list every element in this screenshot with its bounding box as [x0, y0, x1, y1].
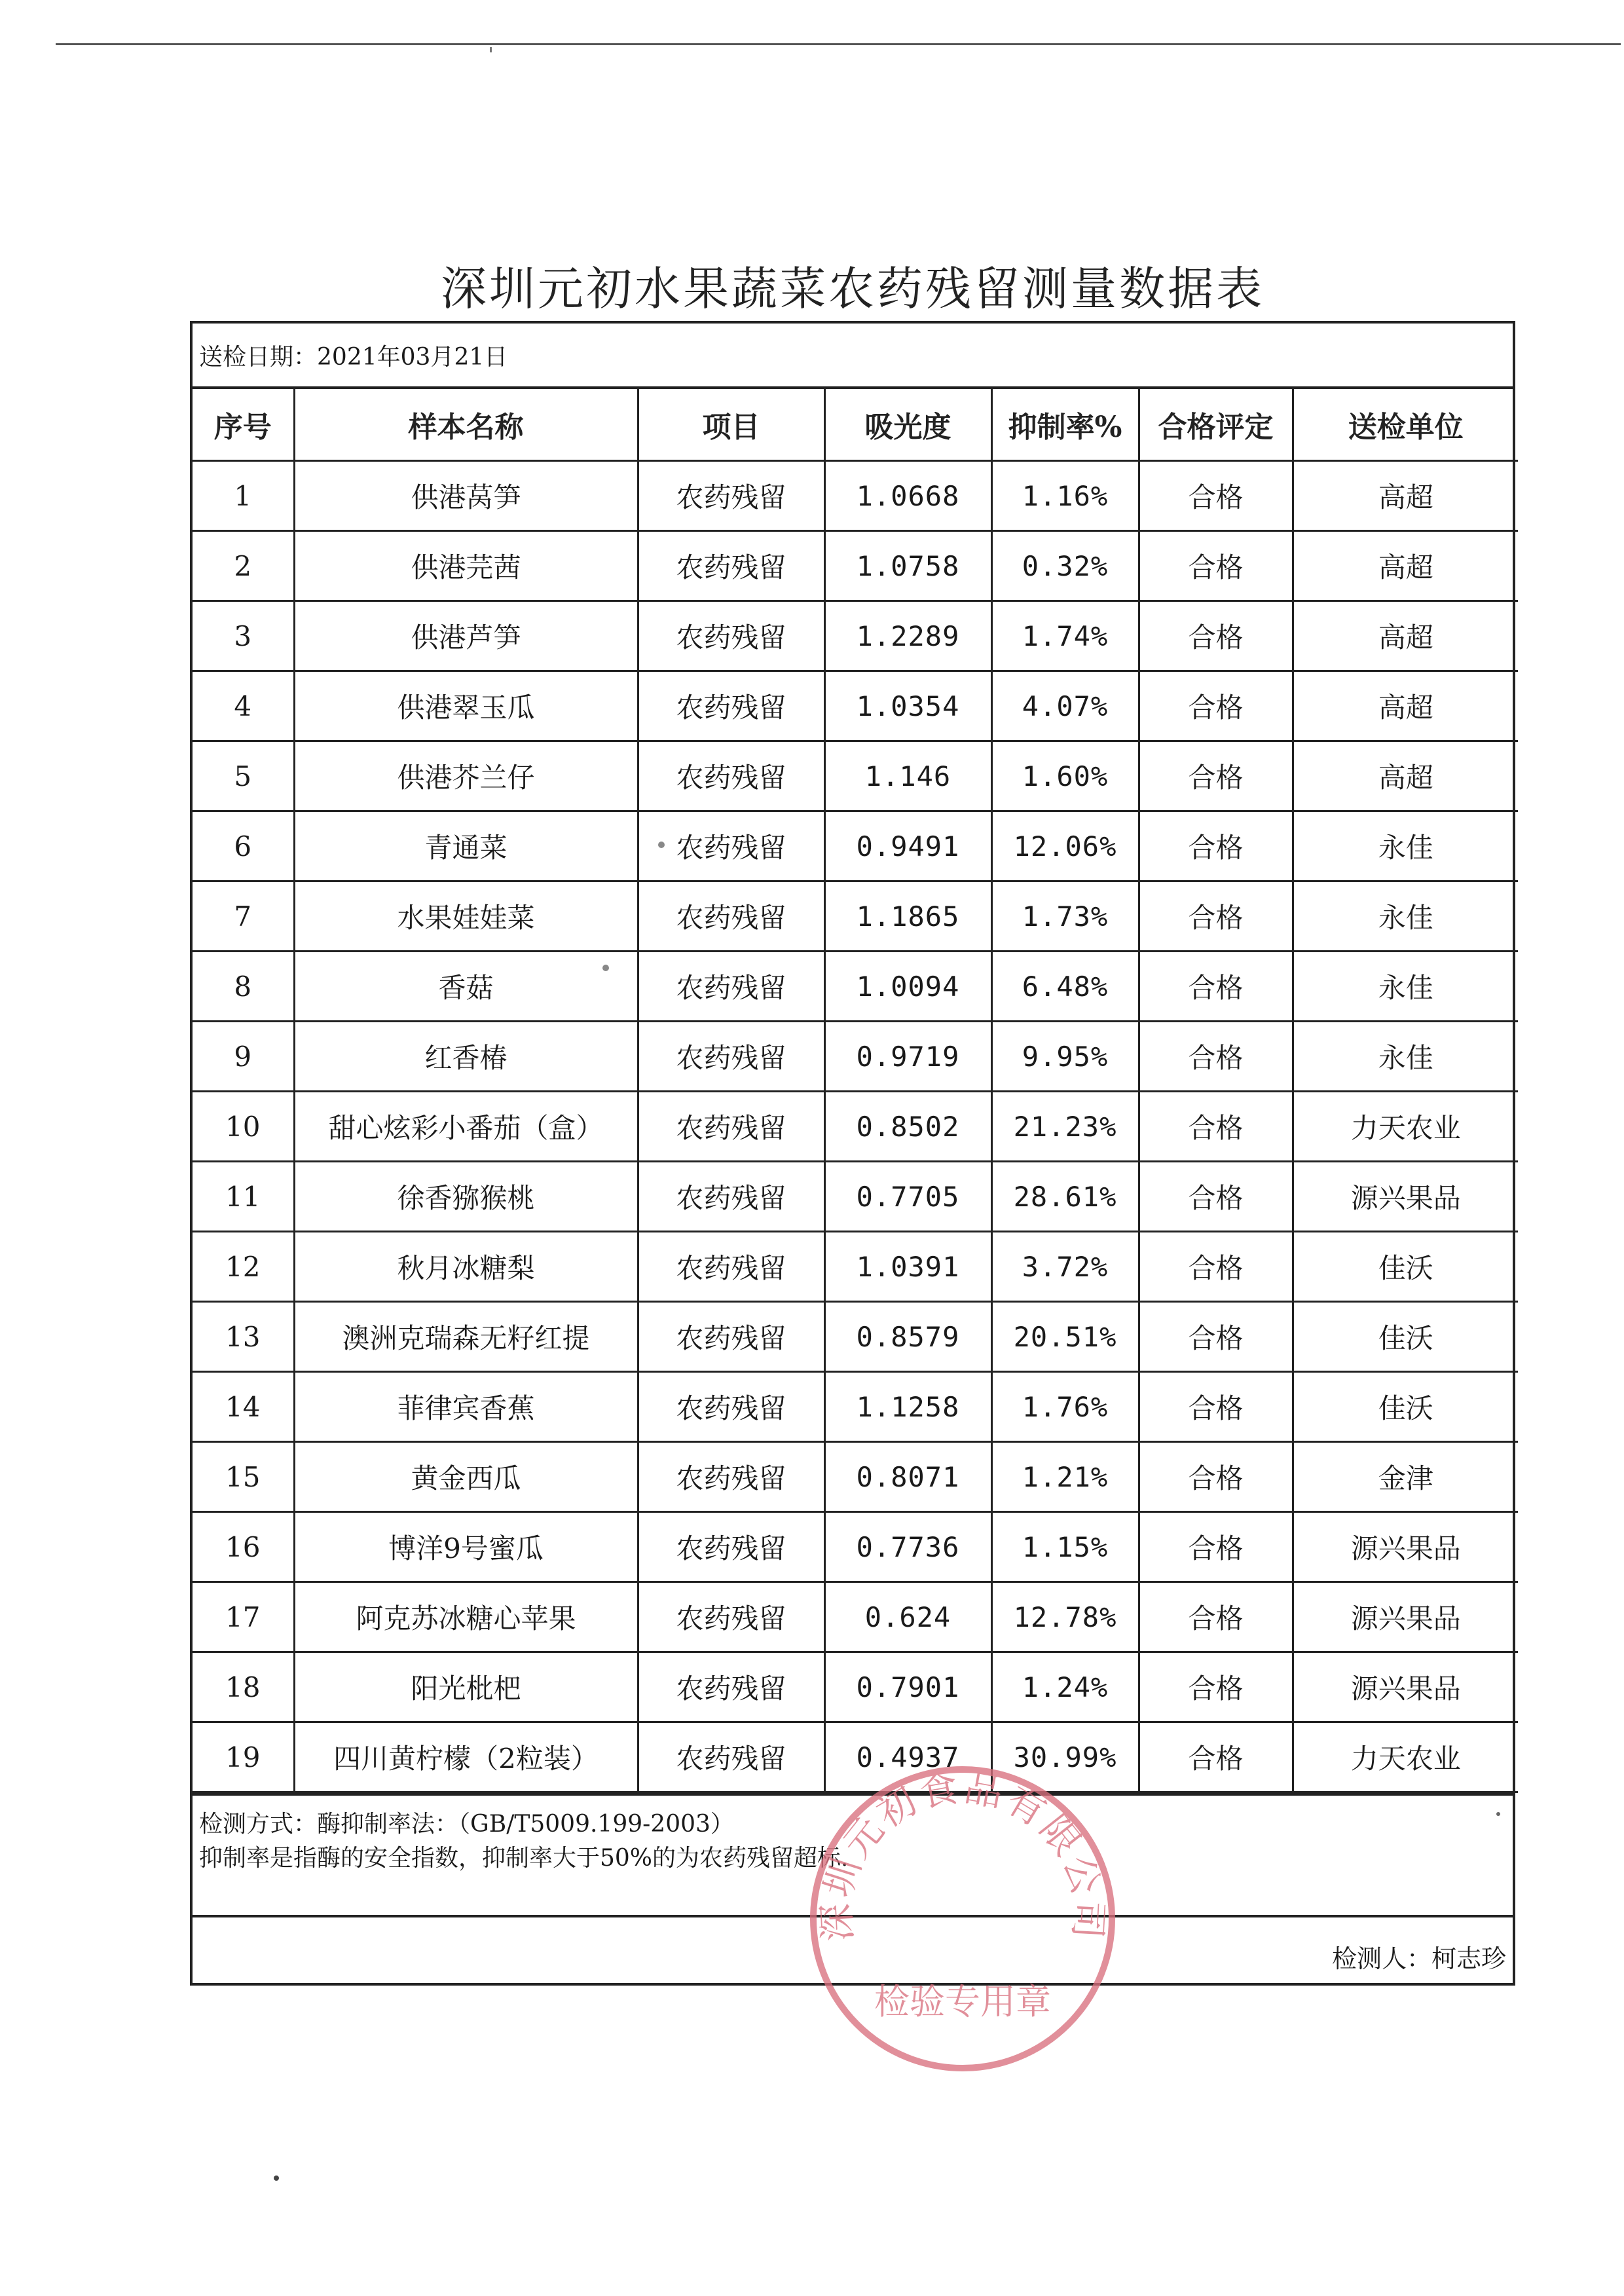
col-header-absorbance: 吸光度	[824, 389, 991, 461]
cell-absorbance: 0.7736	[824, 1512, 991, 1582]
cell-sample-name: 供港芥兰仔	[294, 741, 638, 811]
cell-unit: 高超	[1293, 531, 1518, 601]
cell-item: 农药残留	[638, 1022, 824, 1092]
cell-inhibition: 0.32%	[991, 531, 1139, 601]
cell-seq: 5	[193, 741, 294, 811]
cell-unit: 永佳	[1293, 952, 1518, 1022]
cell-sample-name: 四川黄柠檬（2粒装）	[294, 1722, 638, 1792]
table-row	[193, 1022, 1518, 1092]
company-seal-stamp	[805, 1762, 1120, 2076]
cell-result: 合格	[1139, 1722, 1293, 1792]
table-row	[193, 1162, 1518, 1232]
cell-seq: 7	[193, 881, 294, 952]
seal-subtext: 检验专用章	[874, 1981, 1051, 2022]
cell-unit: 高超	[1293, 601, 1518, 671]
cell-result: 合格	[1139, 1232, 1293, 1302]
cell-unit: 佳沃	[1293, 1232, 1518, 1302]
cell-sample-name: 菲律宾香蕉	[294, 1372, 638, 1442]
cell-unit: 力天农业	[1293, 1722, 1518, 1792]
cell-item: 农药残留	[638, 1722, 824, 1792]
table-row	[193, 1302, 1518, 1372]
cell-item: 农药残留	[638, 461, 824, 531]
cell-unit: 永佳	[1293, 881, 1518, 952]
col-header-sample-name: 样本名称	[294, 389, 638, 461]
cell-inhibition: 20.51%	[991, 1302, 1139, 1372]
cell-sample-name: 博洋9号蜜瓜	[294, 1512, 638, 1582]
cell-item: 农药残留	[638, 1302, 824, 1372]
table-row	[193, 1582, 1518, 1652]
cell-result: 合格	[1139, 601, 1293, 671]
cell-seq: 13	[193, 1302, 294, 1372]
cell-absorbance: 1.0758	[824, 531, 991, 601]
table-row	[193, 461, 1518, 531]
cell-item: 农药残留	[638, 881, 824, 952]
test-method-note: 检测方式：酶抑制率法：（GB/T5009.199-2003）	[199, 1811, 734, 1838]
cell-inhibition: 3.72%	[991, 1232, 1139, 1302]
cell-result: 合格	[1139, 461, 1293, 531]
cell-unit: 高超	[1293, 741, 1518, 811]
cell-item: 农药残留	[638, 1162, 824, 1232]
cell-absorbance: 1.0391	[824, 1232, 991, 1302]
cell-absorbance: 1.0668	[824, 461, 991, 531]
cell-inhibition: 12.78%	[991, 1582, 1139, 1652]
cell-sample-name: 供港翠玉瓜	[294, 671, 638, 741]
col-header-inhibition: 抑制率%	[991, 389, 1139, 461]
cell-result: 合格	[1139, 1372, 1293, 1442]
cell-unit: 源兴果品	[1293, 1512, 1518, 1582]
cell-absorbance: 0.8502	[824, 1092, 991, 1162]
table-row	[193, 1442, 1518, 1512]
cell-absorbance: 0.624	[824, 1582, 991, 1652]
cell-unit: 金津	[1293, 1442, 1518, 1512]
cell-result: 合格	[1139, 1022, 1293, 1092]
cell-inhibition: 9.95%	[991, 1022, 1139, 1092]
table-row	[193, 881, 1518, 952]
cell-absorbance: 0.9491	[824, 811, 991, 881]
cell-result: 合格	[1139, 952, 1293, 1022]
cell-unit: 永佳	[1293, 1022, 1518, 1092]
cell-sample-name: 供港芦笋	[294, 601, 638, 671]
cell-result: 合格	[1139, 531, 1293, 601]
cell-result: 合格	[1139, 1652, 1293, 1722]
cell-inhibition: 4.07%	[991, 671, 1139, 741]
cell-seq: 15	[193, 1442, 294, 1512]
cell-unit: 高超	[1293, 671, 1518, 741]
cell-inhibition: 1.15%	[991, 1512, 1139, 1582]
cell-result: 合格	[1139, 811, 1293, 881]
inspector-signature: 检测人：柯志珍	[1331, 1944, 1506, 1973]
table-row	[193, 811, 1518, 881]
cell-unit: 力天农业	[1293, 1092, 1518, 1162]
table-row	[193, 601, 1518, 671]
inhibition-explanation-note: 抑制率是指酶的安全指数，抑制率大于50%的为农药残留超标.	[199, 1845, 849, 1872]
cell-sample-name: 红香椿	[294, 1022, 638, 1092]
cell-item: 农药残留	[638, 671, 824, 741]
cell-absorbance: 1.2289	[824, 601, 991, 671]
cell-absorbance: 1.0094	[824, 952, 991, 1022]
table-row	[193, 1092, 1518, 1162]
cell-inhibition: 1.60%	[991, 741, 1139, 811]
cell-seq: 3	[193, 601, 294, 671]
table-header-row	[193, 389, 1518, 461]
table-body	[193, 461, 1518, 1792]
cell-seq: 10	[193, 1092, 294, 1162]
cell-item: 农药残留	[638, 531, 824, 601]
cell-item: 农药残留	[638, 1652, 824, 1722]
cell-result: 合格	[1139, 741, 1293, 811]
cell-inhibition: 1.16%	[991, 461, 1139, 531]
cell-absorbance: 1.0354	[824, 671, 991, 741]
cell-absorbance: 0.7901	[824, 1652, 991, 1722]
cell-seq: 19	[193, 1722, 294, 1792]
cell-absorbance: 0.7705	[824, 1162, 991, 1232]
cell-inhibition: 6.48%	[991, 952, 1139, 1022]
cell-seq: 17	[193, 1582, 294, 1652]
seal-company-text: 深圳元初食品有限公司	[813, 1765, 1112, 1943]
cell-result: 合格	[1139, 1582, 1293, 1652]
cell-result: 合格	[1139, 881, 1293, 952]
cell-absorbance: 0.4937	[824, 1722, 991, 1792]
cell-unit: 源兴果品	[1293, 1652, 1518, 1722]
cell-item: 农药残留	[638, 811, 824, 881]
cell-sample-name: 阳光枇杷	[294, 1652, 638, 1722]
table-row	[193, 671, 1518, 741]
table-row	[193, 1232, 1518, 1302]
cell-item: 农药残留	[638, 1372, 824, 1442]
cell-result: 合格	[1139, 1512, 1293, 1582]
cell-item: 农药残留	[638, 1582, 824, 1652]
cell-inhibition: 1.76%	[991, 1372, 1139, 1442]
scan-speck	[490, 47, 492, 52]
cell-unit: 永佳	[1293, 811, 1518, 881]
cell-unit: 佳沃	[1293, 1372, 1518, 1442]
cell-sample-name: 青通菜	[294, 811, 638, 881]
cell-sample-name: 香菇	[294, 952, 638, 1022]
cell-inhibition: 12.06%	[991, 811, 1139, 881]
cell-sample-name: 甜心炫彩小番茄（盒）	[294, 1092, 638, 1162]
cell-inhibition: 21.23%	[991, 1092, 1139, 1162]
results-table	[193, 389, 1518, 1793]
cell-inhibition: 1.21%	[991, 1442, 1139, 1512]
cell-sample-name: 黄金西瓜	[294, 1442, 638, 1512]
cell-seq: 11	[193, 1162, 294, 1232]
cell-item: 农药残留	[638, 1512, 824, 1582]
col-header-unit: 送检单位	[1293, 389, 1518, 461]
cell-item: 农药残留	[638, 952, 824, 1022]
cell-item: 农药残留	[638, 1092, 824, 1162]
cell-inhibition: 1.73%	[991, 881, 1139, 952]
date-value: 2021年03月21日	[317, 343, 508, 371]
cell-sample-name: 秋月冰糖梨	[294, 1232, 638, 1302]
col-header-item: 项目	[638, 389, 824, 461]
table-row	[193, 1512, 1518, 1582]
cell-seq: 4	[193, 671, 294, 741]
cell-seq: 1	[193, 461, 294, 531]
table-row	[193, 741, 1518, 811]
cell-sample-name: 水果娃娃菜	[294, 881, 638, 952]
cell-unit: 高超	[1293, 461, 1518, 531]
cell-seq: 9	[193, 1022, 294, 1092]
date-row	[193, 324, 1513, 389]
cell-item: 农药残留	[638, 601, 824, 671]
table-row	[193, 1372, 1518, 1442]
table-row	[193, 952, 1518, 1022]
cell-inhibition: 1.24%	[991, 1652, 1139, 1722]
cell-result: 合格	[1139, 1092, 1293, 1162]
cell-seq: 2	[193, 531, 294, 601]
cell-absorbance: 1.1258	[824, 1372, 991, 1442]
page-title: 深圳元初水果蔬菜农药残留测量数据表	[441, 262, 1264, 316]
cell-sample-name: 供港莴笋	[294, 461, 638, 531]
cell-seq: 12	[193, 1232, 294, 1302]
cell-seq: 16	[193, 1512, 294, 1582]
cell-seq: 14	[193, 1372, 294, 1442]
cell-inhibition: 1.74%	[991, 601, 1139, 671]
cell-item: 农药残留	[638, 1442, 824, 1512]
report-sheet	[190, 321, 1515, 1986]
scan-speck	[274, 2176, 279, 2181]
cell-item: 农药残留	[638, 741, 824, 811]
col-header-result: 合格评定	[1139, 389, 1293, 461]
cell-result: 合格	[1139, 1302, 1293, 1372]
cell-absorbance: 0.8071	[824, 1442, 991, 1512]
cell-sample-name: 供港芫茜	[294, 531, 638, 601]
cell-sample-name: 阿克苏冰糖心苹果	[294, 1582, 638, 1652]
cell-seq: 8	[193, 952, 294, 1022]
cell-seq: 18	[193, 1652, 294, 1722]
cell-item: 农药残留	[638, 1232, 824, 1302]
cell-absorbance: 1.146	[824, 741, 991, 811]
scan-edge-line	[56, 43, 1621, 45]
cell-seq: 6	[193, 811, 294, 881]
table-row	[193, 1652, 1518, 1722]
cell-inhibition: 28.61%	[991, 1162, 1139, 1232]
cell-result: 合格	[1139, 671, 1293, 741]
cell-unit: 源兴果品	[1293, 1162, 1518, 1232]
cell-absorbance: 0.8579	[824, 1302, 991, 1372]
cell-inhibition: 30.99%	[991, 1722, 1139, 1792]
date-label: 送检日期：	[199, 343, 318, 371]
cell-result: 合格	[1139, 1162, 1293, 1232]
cell-unit: 佳沃	[1293, 1302, 1518, 1372]
cell-result: 合格	[1139, 1442, 1293, 1512]
cell-absorbance: 1.1865	[824, 881, 991, 952]
cell-sample-name: 徐香猕猴桃	[294, 1162, 638, 1232]
cell-unit: 源兴果品	[1293, 1582, 1518, 1652]
cell-absorbance: 0.9719	[824, 1022, 991, 1092]
table-row	[193, 531, 1518, 601]
cell-sample-name: 澳洲克瑞森无籽红提	[294, 1302, 638, 1372]
col-header-seq: 序号	[193, 389, 294, 461]
